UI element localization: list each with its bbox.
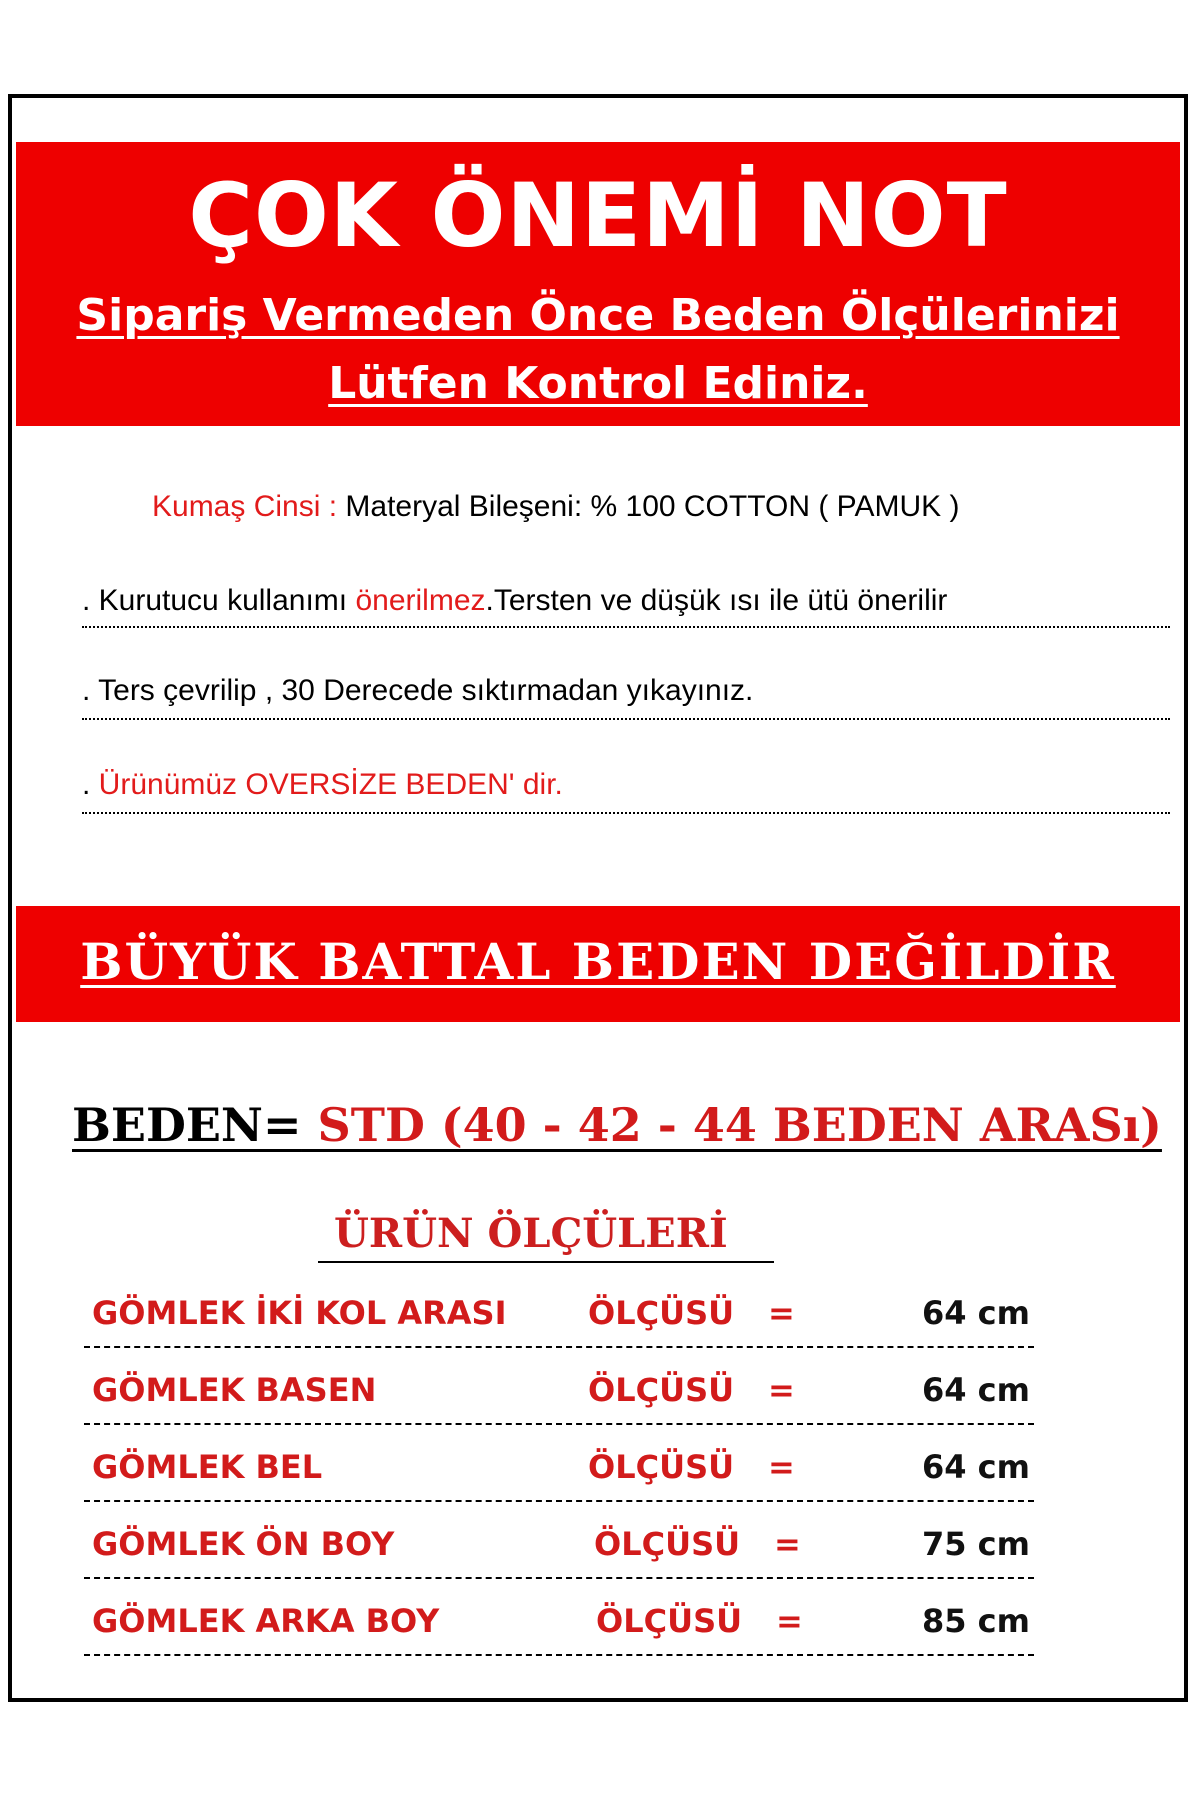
measurement-row (12, 1361, 1112, 1421)
important-note-banner (16, 142, 1180, 426)
oversize-note-dot: . (82, 768, 99, 801)
info-sheet-frame (8, 94, 1188, 1702)
measurement-part: GÖMLEK BEL (92, 1448, 323, 1486)
measurement-olcu: ÖLÇÜSÜ (588, 1448, 735, 1486)
size-line (72, 1098, 1162, 1152)
dashed-divider (84, 1500, 1034, 1502)
measurement-row (12, 1592, 1112, 1652)
not-big-size-text: BÜYÜK BATTAL BEDEN DEĞİLDİR (80, 932, 1116, 991)
care-line-wash: . Ters çevrilip , 30 Derecede sıktırmadan yıkayınız. (82, 674, 754, 707)
measurement-eq: = (776, 1602, 803, 1640)
dotted-divider (82, 718, 1170, 720)
measurement-olcu: ÖLÇÜSÜ (588, 1371, 735, 1409)
measurement-value: 64 cm (922, 1294, 1030, 1332)
care-line-dryer-a: . Kurutucu kullanımı (82, 584, 356, 617)
measurement-eq: = (768, 1371, 795, 1409)
not-big-size-banner (16, 906, 1180, 1022)
measurement-part: GÖMLEK ÖN BOY (92, 1525, 395, 1563)
care-line-dryer (82, 584, 1102, 618)
measurement-row (12, 1284, 1112, 1344)
dashed-divider (84, 1346, 1034, 1348)
dashed-divider (84, 1423, 1034, 1425)
measurement-olcu: ÖLÇÜSÜ (588, 1294, 735, 1332)
measurement-eq: = (768, 1448, 795, 1486)
oversize-note-text: Ürünümüz OVERSİZE BEDEN' dir. (98, 768, 563, 801)
measurement-eq: = (768, 1294, 795, 1332)
fabric-value: Materyal Bileşeni: % 100 COTTON ( PAMUK ) (337, 490, 960, 523)
measurement-part: GÖMLEK ARKA BOY (92, 1602, 440, 1640)
important-note-title: ÇOK ÖNEMİ NOT (188, 164, 1008, 267)
measurement-part: GÖMLEK İKİ KOL ARASI (92, 1294, 507, 1332)
measurement-row (12, 1515, 1112, 1575)
size-label: BEDEN= (72, 1098, 302, 1152)
important-note-line-1: Sipariş Vermeden Önce Beden Ölçülerinizi (76, 290, 1120, 341)
care-line-dryer-c: .Tersten ve düşük ısı ile ütü önerilir (485, 584, 948, 617)
measurement-row (12, 1438, 1112, 1498)
dotted-divider (82, 812, 1170, 814)
measurement-value: 64 cm (922, 1448, 1030, 1486)
measurement-value: 64 cm (922, 1371, 1030, 1409)
fabric-label: Kumaş Cinsi : (152, 490, 338, 523)
measurement-part: GÖMLEK BASEN (92, 1371, 377, 1409)
size-value: STD (40 - 42 - 44 BEDEN ARASı) (301, 1098, 1162, 1152)
important-note-line-2: Lütfen Kontrol Ediniz. (328, 358, 868, 409)
oversize-note (82, 768, 1102, 802)
measurement-value: 85 cm (922, 1602, 1030, 1640)
measurement-value: 75 cm (922, 1525, 1030, 1563)
measurements-title: ÜRÜN ÖLÇÜLERİ (318, 1210, 774, 1263)
measurement-olcu: ÖLÇÜSÜ (596, 1602, 743, 1640)
dashed-divider (84, 1577, 1034, 1579)
measurement-eq: = (774, 1525, 801, 1563)
measurement-olcu: ÖLÇÜSÜ (594, 1525, 741, 1563)
dashed-divider (84, 1654, 1034, 1656)
care-line-dryer-b: önerilmez (355, 584, 486, 617)
fabric-info (152, 490, 1172, 524)
dotted-divider (82, 626, 1170, 628)
